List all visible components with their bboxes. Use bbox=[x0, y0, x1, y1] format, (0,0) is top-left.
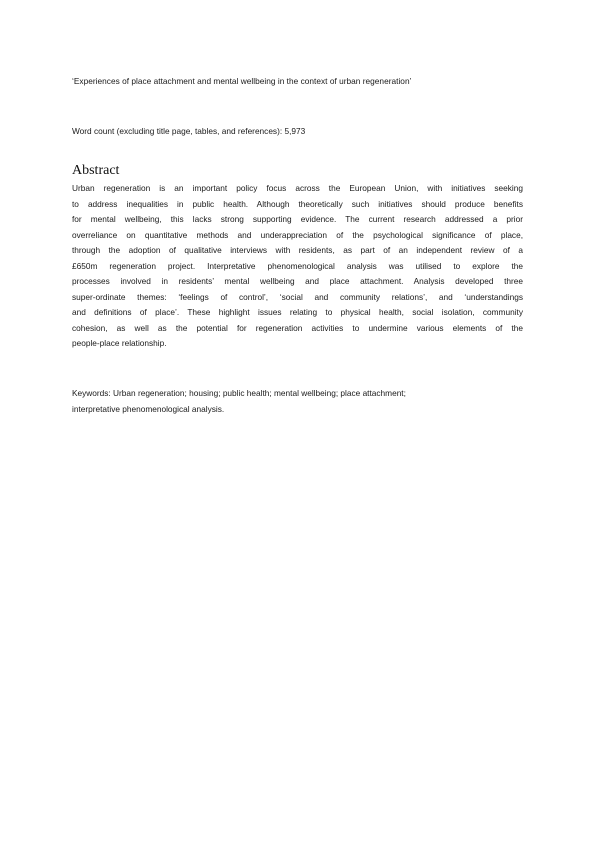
abstract-body bbox=[72, 181, 523, 352]
abstract-line: and definitions of place’. These highlight issues relating to physical health, social isolation, community bbox=[72, 307, 523, 317]
abstract-line: for mental wellbeing, this lacks strong supporting evidence. The current research addressed a prior bbox=[72, 214, 523, 224]
abstract-line: through the adoption of qualitative interviews with residents, as part of an independent review of a bbox=[72, 245, 523, 255]
word-count: Word count (excluding title page, tables, and references): 5,973 bbox=[72, 126, 306, 136]
abstract-line: people-place relationship. bbox=[72, 338, 167, 348]
abstract-heading: Abstract bbox=[72, 163, 120, 178]
paper-title: ‘Experiences of place attachment and mental wellbeing in the context of urban regeneration’ bbox=[72, 76, 412, 86]
keywords-line: interpretative phenomenological analysis. bbox=[72, 403, 225, 414]
abstract-line: super-ordinate themes: ‘feelings of control’, ‘social and community relations’, and ‘understandings bbox=[72, 291, 523, 302]
abstract-line: to address inequalities in public health. Although theoretically such initiatives should produce benefits bbox=[72, 198, 523, 209]
keywords-line: Keywords: Urban regeneration; housing; public health; mental wellbeing; place attachment; bbox=[72, 388, 406, 398]
abstract-line: Urban regeneration is an important policy focus across the European Union, with initiatives seeking bbox=[72, 183, 523, 193]
abstract-line: £650m regeneration project. Interpretative phenomenological analysis was utilised to explore the bbox=[72, 260, 523, 271]
abstract-line: cohesion, as well as the potential for regeneration activities to undermine various elements of the bbox=[72, 322, 523, 333]
keywords bbox=[72, 386, 523, 417]
abstract-line: processes involved in residents’ mental wellbeing and place attachment. Analysis developed three bbox=[72, 276, 523, 286]
abstract-line: overreliance on quantitative methods and underappreciation of the psychological significance of place, bbox=[72, 229, 523, 240]
